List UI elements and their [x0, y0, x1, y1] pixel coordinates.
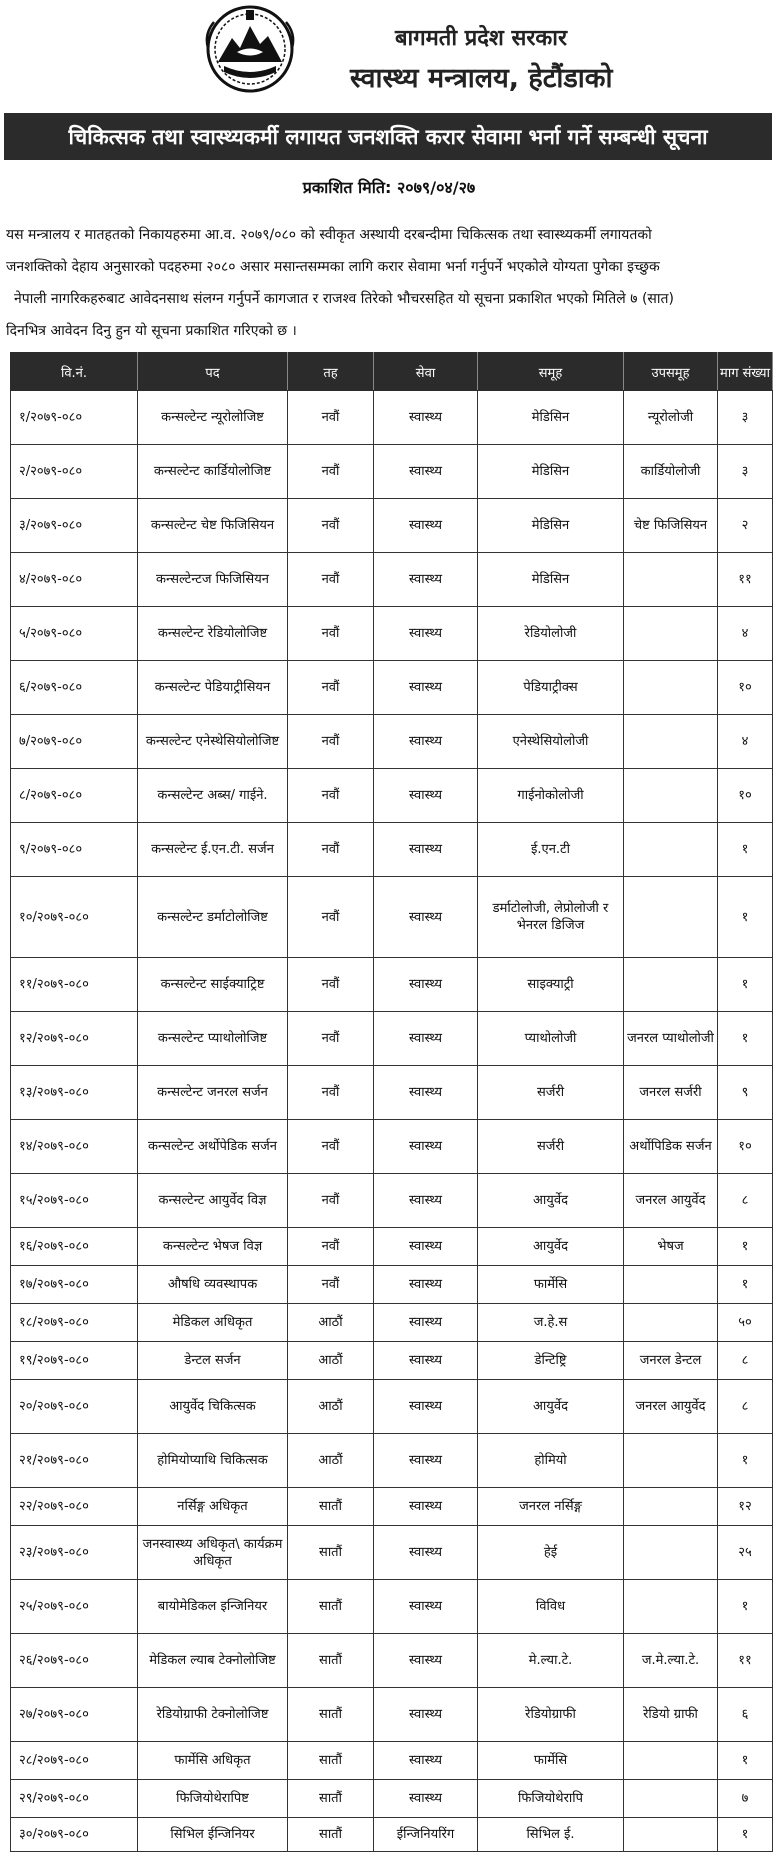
demand-count-cell: १ — [718, 1228, 773, 1266]
demand-count-cell: ११ — [718, 553, 773, 607]
demand-count-cell: ४ — [718, 607, 773, 661]
subgroup-cell — [624, 1266, 718, 1304]
subgroup-cell — [624, 607, 718, 661]
group-cell: आयुर्वेद — [478, 1380, 624, 1434]
post-cell: मेडिकल अधिकृत — [138, 1304, 288, 1342]
group-cell: फार्मेसि — [478, 1266, 624, 1304]
level-cell: सातौं — [288, 1818, 374, 1852]
serial-number-cell: १८/२०७९-०८० — [11, 1304, 138, 1342]
group-cell: मेडिसिन — [478, 391, 624, 445]
table-row — [11, 1580, 773, 1634]
service-cell: स्वास्थ्य — [374, 1488, 478, 1526]
subgroup-cell — [624, 715, 718, 769]
demand-count-cell: १ — [718, 1580, 773, 1634]
post-cell: डेन्टल सर्जन — [138, 1342, 288, 1380]
table-row — [11, 1342, 773, 1380]
notice-title: चिकित्सक तथा स्वास्थ्यकर्मी लगायत जनशक्ति करार सेवामा भर्ना गर्ने सम्बन्धी सूचना — [4, 113, 772, 160]
table-row — [11, 499, 773, 553]
table-row — [11, 1634, 773, 1688]
subgroup-cell: जनरल आयुर्वेद — [624, 1380, 718, 1434]
group-cell: मेडिसिन — [478, 499, 624, 553]
demand-count-cell: ७ — [718, 1780, 773, 1818]
post-cell: कन्सल्टेन्ट अब्स/ गाईने. — [138, 769, 288, 823]
subgroup-cell — [624, 661, 718, 715]
level-cell: नवौं — [288, 1012, 374, 1066]
level-cell: नवौं — [288, 553, 374, 607]
subgroup-cell — [624, 1742, 718, 1780]
level-cell: आठौं — [288, 1434, 374, 1488]
level-cell: आठौं — [288, 1380, 374, 1434]
service-cell: स्वास्थ्य — [374, 823, 478, 877]
group-cell: प्याथोलोजी — [478, 1012, 624, 1066]
group-cell: सर्जरी — [478, 1066, 624, 1120]
table-row — [11, 1434, 773, 1488]
post-cell: फार्मेसि अधिकृत — [138, 1742, 288, 1780]
subgroup-cell: जनरल आयुर्वेद — [624, 1174, 718, 1228]
subgroup-cell: चेष्ट फिजिसियन — [624, 499, 718, 553]
header-service: सेवा — [374, 353, 478, 391]
serial-number-cell: २८/२०७९-०८० — [11, 1742, 138, 1780]
post-cell: कन्सल्टेन्ट ई.एन.टी. सर्जन — [138, 823, 288, 877]
level-cell: नवौं — [288, 823, 374, 877]
service-cell: स्वास्थ्य — [374, 661, 478, 715]
post-cell: औषधि व्यवस्थापक — [138, 1266, 288, 1304]
level-cell: नवौं — [288, 1066, 374, 1120]
post-cell: कन्सल्टेन्ट चेष्ट फिजिसियन — [138, 499, 288, 553]
post-cell: जनस्वास्थ्य अधिकृत\ कार्यक्रम अधिकृत — [138, 1526, 288, 1580]
demand-count-cell: १ — [718, 1742, 773, 1780]
level-cell: सातौं — [288, 1580, 374, 1634]
service-cell: स्वास्थ्य — [374, 1066, 478, 1120]
subgroup-cell — [624, 553, 718, 607]
table-row — [11, 1266, 773, 1304]
demand-count-cell: १ — [718, 823, 773, 877]
service-cell: स्वास्थ्य — [374, 1688, 478, 1742]
level-cell: नवौं — [288, 958, 374, 1012]
serial-number-cell: २७/२०७९-०८० — [11, 1688, 138, 1742]
serial-number-cell: ३०/२०७९-०८० — [11, 1818, 138, 1852]
post-cell: कन्सल्टेन्ट प्याथोलोजिष्ट — [138, 1012, 288, 1066]
subgroup-cell: न्यूरोलोजी — [624, 391, 718, 445]
demand-count-cell: ११ — [718, 1634, 773, 1688]
level-cell: नवौं — [288, 1266, 374, 1304]
post-cell: बायोमेडिकल इन्जिनियर — [138, 1580, 288, 1634]
subgroup-cell — [624, 1526, 718, 1580]
vacancy-table — [10, 352, 773, 1852]
post-cell: होमियोप्याथि चिकित्सक — [138, 1434, 288, 1488]
post-cell: कन्सल्टेन्टज फिजिसियन — [138, 553, 288, 607]
subgroup-cell — [624, 1434, 718, 1488]
demand-count-cell: ६ — [718, 1688, 773, 1742]
group-cell: रेडियोलोजी — [478, 607, 624, 661]
service-cell: स्वास्थ्य — [374, 1342, 478, 1380]
post-cell: कन्सल्टेन्ट डर्माटोलोजिष्ट — [138, 877, 288, 958]
level-cell: सातौं — [288, 1526, 374, 1580]
serial-number-cell: २१/२०७९-०८० — [11, 1434, 138, 1488]
ministry-name: स्वास्थ्य मन्त्रालय, हेटौंडाको — [350, 63, 613, 94]
level-cell: नवौं — [288, 715, 374, 769]
demand-count-cell: ८ — [718, 1342, 773, 1380]
table-row — [11, 823, 773, 877]
service-cell: स्वास्थ्य — [374, 1742, 478, 1780]
group-cell: डर्माटोलोजी, लेप्रोलोजी र भेनरल डिजिज — [478, 877, 624, 958]
group-cell: फिजियोथेरापि — [478, 1780, 624, 1818]
table-row — [11, 661, 773, 715]
serial-number-cell: ४/२०७९-०८० — [11, 553, 138, 607]
post-cell: कन्सल्टेन्ट न्यूरोलोजिष्ट — [138, 391, 288, 445]
group-cell: होमियो — [478, 1434, 624, 1488]
subgroup-cell — [624, 769, 718, 823]
group-cell: आयुर्वेद — [478, 1174, 624, 1228]
table-row — [11, 1228, 773, 1266]
demand-count-cell: २५ — [718, 1526, 773, 1580]
notice-line-4: दिनभित्र आवेदन दिनु हुन यो सूचना प्रकाशित गरिएको छ । — [6, 323, 297, 339]
service-cell: स्वास्थ्य — [374, 958, 478, 1012]
service-cell: ईन्जिनियरिंग — [374, 1818, 478, 1852]
table-header-row — [11, 353, 773, 391]
demand-count-cell: ८ — [718, 1174, 773, 1228]
subgroup-cell — [624, 1304, 718, 1342]
serial-number-cell: ८/२०७९-०८० — [11, 769, 138, 823]
service-cell: स्वास्थ्य — [374, 769, 478, 823]
level-cell: आठौं — [288, 1304, 374, 1342]
demand-count-cell: २ — [718, 499, 773, 553]
published-date: प्रकाशित मिति: २०७९/०४/२७ — [302, 178, 476, 197]
serial-number-cell: १६/२०७९-०८० — [11, 1228, 138, 1266]
service-cell: स्वास्थ्य — [374, 1012, 478, 1066]
subgroup-cell: जनरल डेन्टल — [624, 1342, 718, 1380]
service-cell: स्वास्थ्य — [374, 1634, 478, 1688]
service-cell: स्वास्थ्य — [374, 1780, 478, 1818]
serial-number-cell: ११/२०७९-०८० — [11, 958, 138, 1012]
serial-number-cell: १५/२०७९-०८० — [11, 1174, 138, 1228]
group-cell: एनेस्थेसियोलोजी — [478, 715, 624, 769]
group-cell: मेडिसिन — [478, 553, 624, 607]
subgroup-cell: कार्डियोलोजी — [624, 445, 718, 499]
post-cell: कन्सल्टेन्ट कार्डियोलोजिष्ट — [138, 445, 288, 499]
serial-number-cell: ५/२०७९-०८० — [11, 607, 138, 661]
letterhead — [0, 0, 778, 108]
demand-count-cell: ३ — [718, 391, 773, 445]
table-row — [11, 391, 773, 445]
group-cell: सिभिल ई. — [478, 1818, 624, 1852]
serial-number-cell: २/२०७९-०८० — [11, 445, 138, 499]
group-cell: ई.एन.टी — [478, 823, 624, 877]
service-cell: स्वास्थ्य — [374, 445, 478, 499]
demand-count-cell: ३ — [718, 445, 773, 499]
post-cell: सिभिल ईन्जिनियर — [138, 1818, 288, 1852]
level-cell: सातौं — [288, 1780, 374, 1818]
table-row — [11, 1012, 773, 1066]
table-row — [11, 445, 773, 499]
service-cell: स्वास्थ्य — [374, 1380, 478, 1434]
service-cell: स्वास्थ्य — [374, 607, 478, 661]
subgroup-cell: रेडियो ग्राफी — [624, 1688, 718, 1742]
post-cell: नर्सिङ्ग अधिकृत — [138, 1488, 288, 1526]
service-cell: स्वास्थ्य — [374, 715, 478, 769]
header-subgroup: उपसमूह — [624, 353, 718, 391]
subgroup-cell — [624, 1488, 718, 1526]
table-row — [11, 1780, 773, 1818]
level-cell: नवौं — [288, 499, 374, 553]
group-cell: पेडियाट्रीक्स — [478, 661, 624, 715]
table-row — [11, 1818, 773, 1852]
service-cell: स्वास्थ्य — [374, 1304, 478, 1342]
serial-number-cell: ९/२०७९-०८० — [11, 823, 138, 877]
level-cell: नवौं — [288, 1174, 374, 1228]
demand-count-cell: १२ — [718, 1488, 773, 1526]
subgroup-cell: जनरल प्याथोलोजी — [624, 1012, 718, 1066]
header-group: समूह — [478, 353, 624, 391]
demand-count-cell: ४ — [718, 715, 773, 769]
demand-count-cell: १ — [718, 1012, 773, 1066]
service-cell: स्वास्थ्य — [374, 391, 478, 445]
subgroup-cell — [624, 1580, 718, 1634]
table-row — [11, 1174, 773, 1228]
table-row — [11, 1742, 773, 1780]
group-cell: गाईनोकोलोजी — [478, 769, 624, 823]
table-row — [11, 715, 773, 769]
post-cell: आयुर्वेद चिकित्सक — [138, 1380, 288, 1434]
serial-number-cell: ७/२०७९-०८० — [11, 715, 138, 769]
level-cell: सातौं — [288, 1688, 374, 1742]
table-row — [11, 1526, 773, 1580]
demand-count-cell: १० — [718, 769, 773, 823]
group-cell: मेडिसिन — [478, 445, 624, 499]
header-demand-count: माग संख्या — [718, 353, 773, 391]
service-cell: स्वास्थ्य — [374, 1120, 478, 1174]
table-row — [11, 1120, 773, 1174]
table-row — [11, 769, 773, 823]
subgroup-cell — [624, 958, 718, 1012]
post-cell: कन्सल्टेन्ट एनेस्थेसियोलोजिष्ट — [138, 715, 288, 769]
table-row — [11, 1380, 773, 1434]
level-cell: नवौं — [288, 1120, 374, 1174]
level-cell: नवौं — [288, 1228, 374, 1266]
serial-number-cell: १३/२०७९-०८० — [11, 1066, 138, 1120]
group-cell: डेन्टिष्ट्रि — [478, 1342, 624, 1380]
service-cell: स्वास्थ्य — [374, 1580, 478, 1634]
subgroup-cell — [624, 1780, 718, 1818]
level-cell: नवौं — [288, 391, 374, 445]
serial-number-cell: १९/२०७९-०८० — [11, 1342, 138, 1380]
demand-count-cell: ८ — [718, 1380, 773, 1434]
post-cell: कन्सल्टेन्ट आयुर्वेद विज्ञ — [138, 1174, 288, 1228]
group-cell: रेडियोग्राफी — [478, 1688, 624, 1742]
table-row — [11, 1488, 773, 1526]
post-cell: रेडियोग्राफी टेक्नोलोजिष्ट — [138, 1688, 288, 1742]
serial-number-cell: २६/२०७९-०८० — [11, 1634, 138, 1688]
demand-count-cell: १ — [718, 1818, 773, 1852]
table-row — [11, 1688, 773, 1742]
subgroup-cell — [624, 877, 718, 958]
group-cell: विविध — [478, 1580, 624, 1634]
demand-count-cell: १ — [718, 958, 773, 1012]
serial-number-cell: २२/२०७९-०८० — [11, 1488, 138, 1526]
level-cell: सातौं — [288, 1488, 374, 1526]
nepal-emblem-icon — [200, 4, 300, 94]
service-cell: स्वास्थ्य — [374, 1174, 478, 1228]
group-cell: जनरल नर्सिङ्ग — [478, 1488, 624, 1526]
level-cell: सातौं — [288, 1742, 374, 1780]
table-row — [11, 607, 773, 661]
subgroup-cell — [624, 823, 718, 877]
demand-count-cell: १० — [718, 661, 773, 715]
header-level: तह — [288, 353, 374, 391]
serial-number-cell: १२/२०७९-०८० — [11, 1012, 138, 1066]
serial-number-cell: २३/२०७९-०८० — [11, 1526, 138, 1580]
serial-number-cell: २०/२०७९-०८० — [11, 1380, 138, 1434]
post-cell: कन्सल्टेन्ट पेडियाट्रीसियन — [138, 661, 288, 715]
notice-line-1: यस मन्त्रालय र मातहतको निकायहरुमा आ.व. २०७९/०८० को स्वीकृत अस्थायी दरबन्दीमा चिकित्सक तथा स्वास्थ्यकर्मी लगायतको — [6, 227, 652, 243]
service-cell: स्वास्थ्य — [374, 553, 478, 607]
post-cell: कन्सल्टेन्ट साईक्याट्रिष्ट — [138, 958, 288, 1012]
group-cell: साइक्याट्री — [478, 958, 624, 1012]
demand-count-cell: १० — [718, 1120, 773, 1174]
post-cell: फिजियोथेरापिष्ट — [138, 1780, 288, 1818]
serial-number-cell: ६/२०७९-०८० — [11, 661, 138, 715]
service-cell: स्वास्थ्य — [374, 1434, 478, 1488]
notice-line-2: जनशक्तिको देहाय अनुसारको पदहरुमा २०८० असार मसान्तसम्मका लागि करार सेवामा भर्ना गर्नुपर्ने भएकोले योग्यता पुगेका इच्छुक — [6, 259, 660, 275]
subgroup-cell: जनरल सर्जरी — [624, 1066, 718, 1120]
demand-count-cell: १ — [718, 1266, 773, 1304]
post-cell: कन्सल्टेन्ट रेडियोलोजिष्ट — [138, 607, 288, 661]
table-row — [11, 1066, 773, 1120]
demand-count-cell: ५० — [718, 1304, 773, 1342]
demand-count-cell: १ — [718, 877, 773, 958]
subgroup-cell: अर्थोपिडिक सर्जन — [624, 1120, 718, 1174]
level-cell: नवौं — [288, 445, 374, 499]
group-cell: फार्मेसि — [478, 1742, 624, 1780]
table-row — [11, 958, 773, 1012]
subgroup-cell — [624, 1818, 718, 1852]
service-cell: स्वास्थ्य — [374, 1526, 478, 1580]
service-cell: स्वास्थ्य — [374, 1228, 478, 1266]
post-cell: कन्सल्टेन्ट जनरल सर्जन — [138, 1066, 288, 1120]
post-cell: कन्सल्टेन्ट अर्थोपेडिक सर्जन — [138, 1120, 288, 1174]
serial-number-cell: १४/२०७९-०८० — [11, 1120, 138, 1174]
post-cell: कन्सल्टेन्ट भेषज विज्ञ — [138, 1228, 288, 1266]
level-cell: आठौं — [288, 1342, 374, 1380]
serial-number-cell: ३/२०७९-०८० — [11, 499, 138, 553]
notice-line-3: नेपाली नागरिकहरुबाट आवेदनसाथ संलग्न गर्नुपर्ने कागजात र राजश्व तिरेको भौचरसहित यो सूचना प्रकाशित भएको मितिले ७ (सात) — [14, 291, 674, 307]
government-name: बागमती प्रदेश सरकार — [395, 26, 567, 51]
header-post: पद — [138, 353, 288, 391]
group-cell: ज.हे.स — [478, 1304, 624, 1342]
serial-number-cell: २९/२०७९-०८० — [11, 1780, 138, 1818]
service-cell: स्वास्थ्य — [374, 499, 478, 553]
subgroup-cell: भेषज — [624, 1228, 718, 1266]
serial-number-cell: २५/२०७९-०८० — [11, 1580, 138, 1634]
level-cell: नवौं — [288, 661, 374, 715]
group-cell: मे.ल्या.टे. — [478, 1634, 624, 1688]
table-row — [11, 1304, 773, 1342]
group-cell: हेई — [478, 1526, 624, 1580]
level-cell: नवौं — [288, 607, 374, 661]
table-row — [11, 877, 773, 958]
service-cell: स्वास्थ्य — [374, 1266, 478, 1304]
group-cell: सर्जरी — [478, 1120, 624, 1174]
demand-count-cell: ९ — [718, 1066, 773, 1120]
post-cell: मेडिकल ल्याब टेक्नोलोजिष्ट — [138, 1634, 288, 1688]
level-cell: नवौं — [288, 769, 374, 823]
serial-number-cell: १/२०७९-०८० — [11, 391, 138, 445]
serial-number-cell: १७/२०७९-०८० — [11, 1266, 138, 1304]
level-cell: नवौं — [288, 877, 374, 958]
table-row — [11, 553, 773, 607]
demand-count-cell: १ — [718, 1434, 773, 1488]
serial-number-cell: १०/२०७९-०८० — [11, 877, 138, 958]
service-cell: स्वास्थ्य — [374, 877, 478, 958]
subgroup-cell: ज.मे.ल्या.टे. — [624, 1634, 718, 1688]
level-cell: सातौं — [288, 1634, 374, 1688]
group-cell: आयुर्वेद — [478, 1228, 624, 1266]
header-serial-number: वि.नं. — [11, 353, 138, 391]
